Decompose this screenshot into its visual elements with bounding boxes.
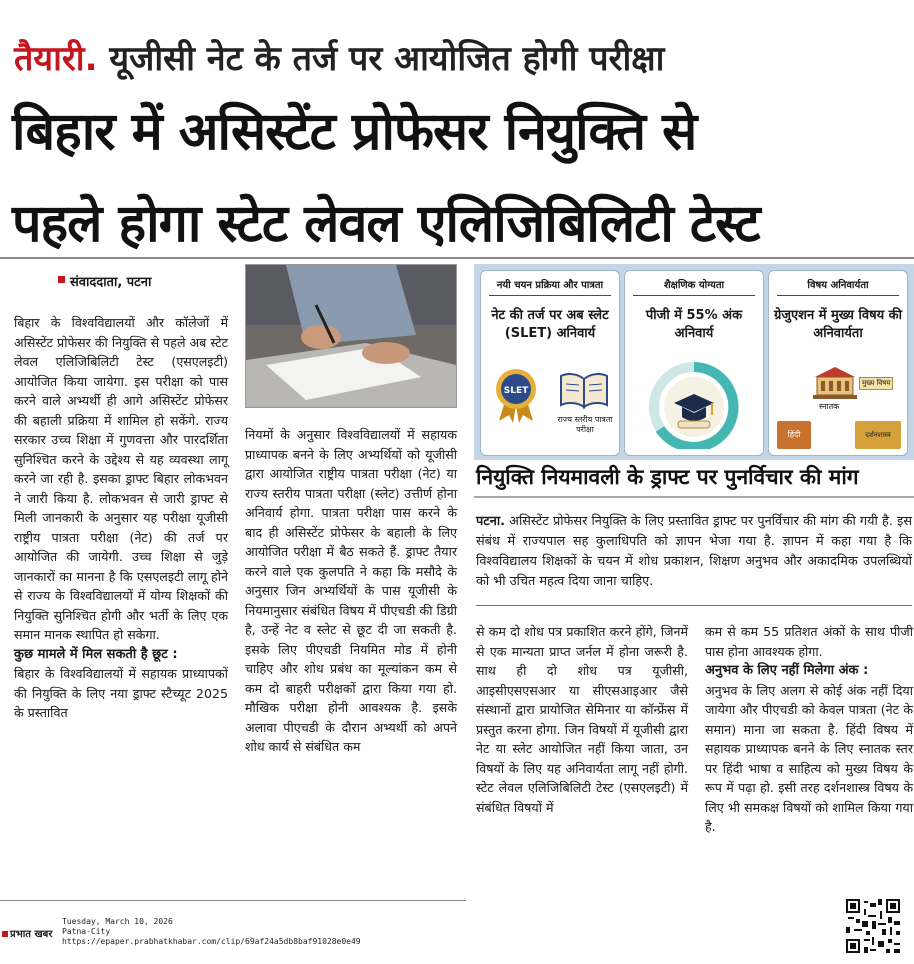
kicker-label: तैयारी. xyxy=(14,39,98,79)
article-photo xyxy=(245,264,457,408)
column-text: अनुभव के लिए अलग से कोई अंक नहीं दिया जायेगा और पीएचडी को केवल पात्रता (नेट के समान) माना जा सकता है. हिंदी विषय में सहायक प्राध्यापक बनने के लिए स्नातक स्तर पर हिंदी भाषा व साहित्य को मुख्य विषय के रूप में पढ़ा हो. इसी तरह दर्शनशास्त्र विषय के लिए भी समकक्ष विषयों को शामिल किया गया है. xyxy=(705,682,913,834)
kicker-text: यूजीसी नेट के तर्ज पर आयोजित होगी परीक्षा xyxy=(109,39,665,79)
card-caption: राज्य स्तरीय पात्रता परीक्षा xyxy=(557,415,613,434)
dateline: पटना. xyxy=(476,514,505,529)
card-body: ग्रेजुएशन में मुख्य विषय की अनिवार्यता xyxy=(773,308,903,341)
info-card-subject xyxy=(768,270,908,456)
subheading: अनुभव के लिए नहीं मिलेगा अंक : xyxy=(705,663,869,678)
book-icon xyxy=(559,371,609,409)
divider xyxy=(0,900,466,901)
article-column-3 xyxy=(476,622,688,817)
card-divider xyxy=(777,295,899,296)
footer-date: Tuesday, March 10, 2026 xyxy=(62,917,173,926)
qr-code-icon[interactable] xyxy=(844,897,902,955)
newspaper-logo: प्रभात खबर xyxy=(2,926,52,940)
card-title: नयी चयन प्रक्रिया और पात्रता xyxy=(496,280,604,291)
column-text: से कम दो शोध पत्र प्रकाशित करने होंगे, जिनमें से एक मान्यता प्राप्त जर्नल में होना जरूरी है. साथ ही दो शोध पत्र यूजीसी, आइसीएसएसआर या सीएसआइआर जैसे संस्थानों द्वारा प्रायोजित सेमिनार या कॉन्फ्रेंस में प्रस्तुत करना होगा. जिन विषयों में यूजीसी द्वारा नेट या स्लेट आयोजित नहीं किया जाता, उन विषयों के लिए यह अनिवार्यता लागू नहीं होगी. स्टेट लेवल एलिजिबिलिटी टेस्ट (एसएलइटी) में संबंधित विषयों में xyxy=(476,624,688,815)
sidebar-headline: नियुक्ति नियमावली के ड्राफ्ट पर पुनर्विचार की मांग xyxy=(476,465,859,489)
headline-line-1: बिहार में असिस्टेंट प्रोफेसर नियुक्ति से xyxy=(12,102,697,162)
article-column-2 xyxy=(245,425,457,757)
kicker xyxy=(14,34,664,80)
card-title: विषय अनिवार्यता xyxy=(807,280,869,291)
logo-mark-icon xyxy=(2,931,8,937)
headline-line-2: पहले होगा स्टेट लेवल एलिजिबिलिटी टेस्ट xyxy=(12,194,760,254)
graduation-cap-icon xyxy=(644,359,744,449)
college-building-icon xyxy=(811,365,859,399)
infographic xyxy=(474,264,914,460)
column-text: बिहार के विश्वविद्यालयों और कॉलेजों में असिस्टेंट प्रोफेसर की नियुक्ति से पहले अब स्टेट लेवल एलिजिबिलिटी टेस्ट (एसएलइटी) आयोजित किया जायेगा. इस परीक्षा को पास करने वाले अभ्यर्थी ही आगे असिस्टेंट प्रोफेसर की बहाली प्रक्रिया में शामिल हो सकेंगे. राज्य सरकार उच्च शिक्षा में गुणवत्ता और पारदर्शिता सुनिश्चित करने के उद्देश्य से यह व्यवस्था लागू करने जा रही है. इसका ड्राफ्ट बिहार लोकभवन ने जारी किया है. लोकभवन से जारी ड्राफ्ट से मिली जानकारी के अनुसार यह परीक्षा यूजीसी राष्ट्रीय पात्रता परीक्षा (नेट) की तर्ज पर आयोजित की जायेगी. उच्च शिक्षा से जुड़े जानकारों का मानना है कि एसएलइटी लागू होने से राज्य के विश्वविद्यालयों में योग्य शिक्षकों की नियुक्ति सुनिश्चित होगी और भर्ती के लिए एक समान मानक स्थापित हो सकेगा. xyxy=(14,315,228,642)
clip-footer xyxy=(62,917,361,947)
article-column-1 xyxy=(14,313,228,723)
divider xyxy=(0,257,914,259)
subheading: कुछ मामले में मिल सकती है छूट : xyxy=(14,646,178,662)
card-body: नेट की तर्ज पर अब स्लेट (SLET) अनिवार्य xyxy=(491,308,609,341)
byline: संवाददाता, पटना xyxy=(70,272,151,290)
sidebar-story-text xyxy=(476,512,912,592)
info-card-qualification xyxy=(624,270,764,456)
info-card-selection xyxy=(480,270,620,456)
column-text: बिहार के विश्वविद्यालयों में सहायक प्राध्यापकों की नियुक्ति के लिए नया ड्राफ्ट स्टैच्यूट 2025 के प्रस्तावित xyxy=(14,666,228,720)
card-divider xyxy=(633,295,755,296)
book-philosophy: दर्शनशास्त्र xyxy=(855,421,901,449)
label-main-subject: मुख्य विषय xyxy=(859,377,893,390)
sidebar-text: असिस्टेंट प्रोफेसर नियुक्ति के लिए प्रस्तावित ड्राफ्ट पर पुनर्विचार की मांग की गयी है. इस संबंध में राज्यपाल सह कुलाधिपति को ज्ञापन भेजा गया है. ज्ञापन में कहा गया है कि विश्वविद्यालय शिक्षकों के चयन में शोध प्रकाशन, शिक्षण अनुभव और अकादमिक उपलब्धियों को भी उचित महत्व दिया जाना चाहिए. xyxy=(476,514,912,589)
card-title: शैक्षणिक योग्यता xyxy=(663,280,725,291)
article-column-4 xyxy=(705,622,913,837)
divider xyxy=(476,605,912,606)
badge-text: SLET xyxy=(503,386,529,396)
card-divider xyxy=(489,295,611,296)
column-text: कम से कम 55 प्रतिशत अंकों के साथ पीजी पास होना आवश्यक होगा. xyxy=(705,624,913,659)
footer-edition: Patna-City xyxy=(62,927,111,936)
footer-url[interactable]: https://epaper.prabhatkhabar.com/clip/69af24a5db8baf91028e0e49 xyxy=(62,937,361,946)
card-body: पीजी में 55% अंक अनिवार्य xyxy=(645,308,743,341)
column-text: नियमों के अनुसार विश्वविद्यालयों में सहायक प्राध्यापक बनने के लिए अभ्यर्थियों को यूजीसी द्वारा आयोजित राष्ट्रीय पात्रता परीक्षा (नेट) या राज्य स्तरीय पात्रता परीक्षा (स्लेट) उत्तीर्ण होना अनिवार्य होगा. पात्रता परीक्षा पास करने के बाद ही असिस्टेंट प्रोफेसर के बहाली के लिए आयोजित परीक्षा में बैठ सकते हैं. ड्राफ्ट तैयार करने वाले एक कुलपति ने कहा कि मसौदे के अनुसार जिन अभ्यर्थियों के पास यूजीसी के नियमानुसार संबंधित विषय में पीएचडी की डिग्री है, उन्हें नेट व स्लेट से छूट दी जा सकती है. इसके लिए पीएचडी नियमित मोड में होनी चाहिए और शोध प्रबंध का मूल्यांकन कम से कम दो बाहरी परीक्षकों द्वारा किया गया हो. मौखिक परीक्षा होनी आवश्यक है. इसके अलावा पीएचडी के दौरान अभ्यर्थी को अपने शोध कार्य से संबंधित कम xyxy=(245,427,457,754)
label-graduation: स्नातक xyxy=(819,402,840,411)
book-hindi: हिंदी xyxy=(777,421,811,449)
slet-badge-icon xyxy=(493,367,539,423)
